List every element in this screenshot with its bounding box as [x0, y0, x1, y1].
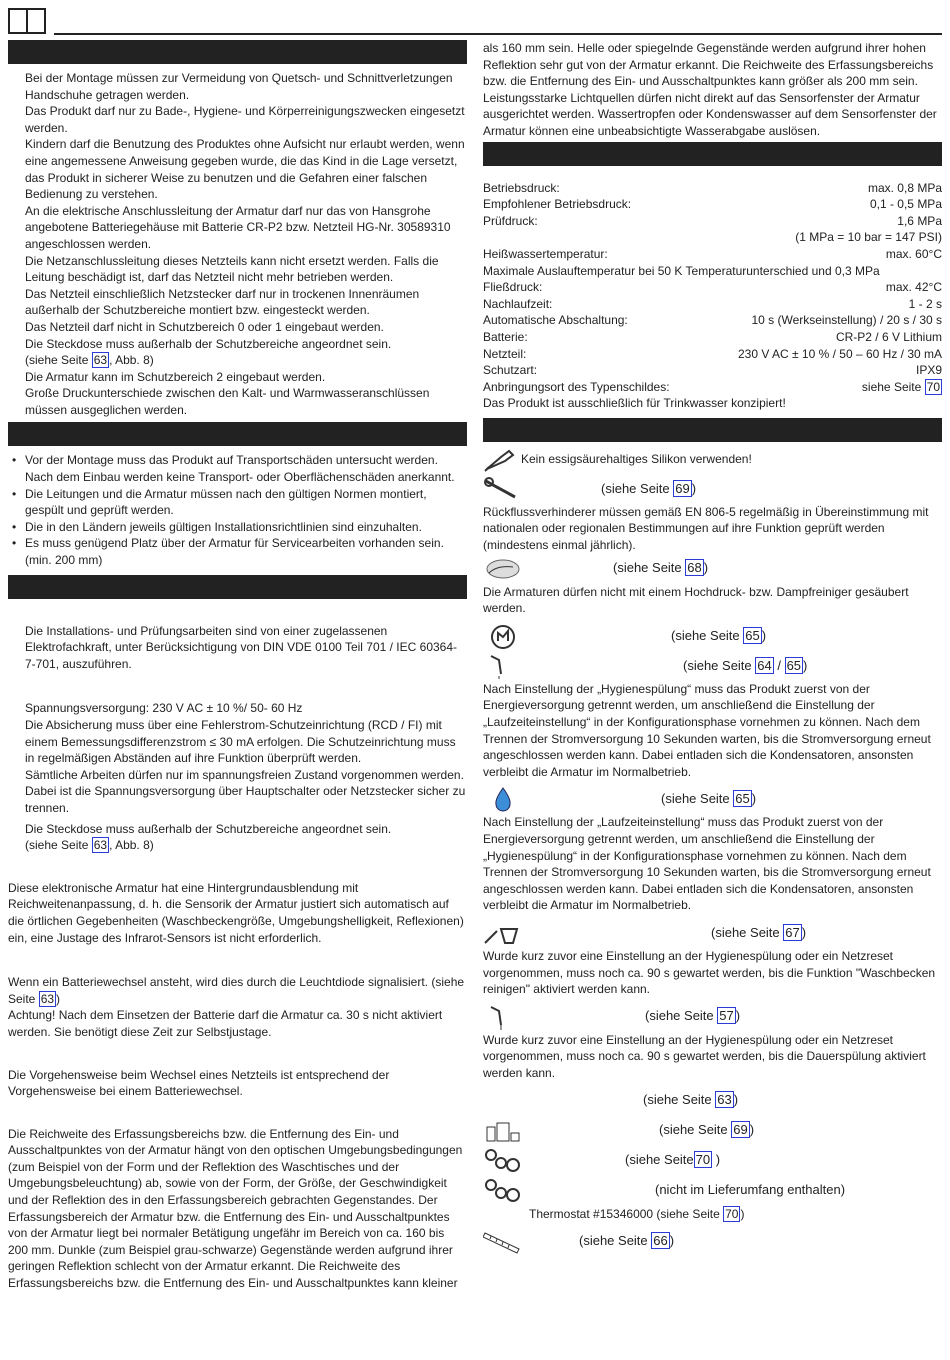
spec-row — [483, 180, 942, 197]
ref-suffix: , Abb. 8) — [109, 353, 154, 368]
range-text: Die Reichweite des Erfassungsbereichs bzw. die Entfernung des Ein- und Ausschaltpunktes von der Armatur hängt von den optischen Umgebungsbedingungen (zum Beispiel von der Form und der Reflektion des Waschtisches und der Umgebungsbeleuchtung) ab, sowie von der Form, der Größe, der Geschwindigkeit und der Reflektion des in den Erfassungsbereich gebrachten Gegenstandes. Der Erfassungsbereich der Armatur bzw. die Entfernung des Ein- und Ausschaltpunktes von der Armatur liegt bei normaler Betätigung ungefähr im Bereich von ca. 160 bis 200 mm. Dunkle (zum Beispiel grau-schwarze) Gegenstände werden aufgrund ihrer geringen Reflektion schlecht von der Armatur erkannt. Die Reichweite des Erfassungsbereichs bzw. die Entfernung des Ein- und Ausschaltpunktes kann kleiner — [8, 1126, 463, 1291]
symbol-runtime — [483, 784, 942, 814]
silicon-note: Kein essigsäurehaltiges Silikon verwenden! — [521, 451, 752, 466]
ref-suffix: ) — [56, 991, 61, 1006]
faucet-icon — [483, 1003, 521, 1031]
safety-section — [8, 70, 467, 418]
ref-suffix: ) — [733, 1092, 739, 1108]
page-ref-link[interactable]: 70 — [695, 1152, 711, 1168]
header-rule — [54, 33, 942, 35]
page-ref-link[interactable]: 66 — [653, 1232, 668, 1248]
safety-text: Kindern darf die Benutzung des Produktes ohne Aufsicht nur erlaubt werden, wenn eine angemessene Anweisung gegeben wurde, die das Kind in die Lage versetzt, das Produkt in sicherer Weise zu benutzen und die Gefahren einer falschen Bedienung zu verstehen. — [25, 137, 465, 202]
spec-row — [483, 329, 942, 346]
battery-warning: Achtung! Nach dem Einsetzen der Batterie darf die Armatur ca. 30 s nicht aktiviert werden. Sie benötigt diese Zeit zur Selbstjustage. — [8, 1008, 443, 1039]
spec-value: IPX9 — [915, 363, 942, 378]
section-bar-electrical — [8, 575, 467, 599]
right-column — [483, 40, 942, 1256]
safety-text: Die Armatur kann im Schutzbereich 2 eingebaut werden. — [25, 369, 326, 384]
ref-suffix: ) — [803, 657, 808, 673]
ref-prefix: (siehe Seite — [601, 480, 674, 496]
section-bar-safety — [8, 40, 467, 64]
ref-suffix: ) — [669, 1232, 675, 1248]
page-ref-link[interactable]: 65 — [735, 791, 750, 807]
spec-key: Netzteil: — [483, 346, 527, 361]
range-text-continued: als 160 mm sein. Helle oder spiegelnde Gegenstände werden aufgrund ihrer hohen Reflektion sehr gut von der Armatur erkannt. Die Reichweite des Erfassungsbereichs bzw. die Entfernung des Ein- und Ausschaltpunktes kann größer als 200 mm sein. Leistungsstarke Lichtquellen dürfen nicht direkt auf das Sensorfenster der Armatur ausgerichtet werden. Wassertropfen oder Kondenswasser auf dem Sensorfenster der Armatur können eine unbeabsichtigte Wasserabgabe auslösen. — [483, 41, 937, 138]
spec-key: Maximale Auslauftemperatur bei 50 K Temperaturunterschied und 0,3 MPa — [483, 263, 880, 278]
section-bar-symbols — [483, 418, 942, 442]
page-ref-link[interactable]: 63 — [93, 838, 108, 853]
page-ref-link[interactable]: 67 — [785, 924, 800, 940]
typeplate-row — [483, 379, 942, 396]
safety-text: Bei der Montage müssen zur Vermeidung von Quetsch- und Schnittverletzungen Handschuhe getragen werden. — [25, 71, 453, 102]
symbol-continuous — [483, 1002, 942, 1032]
page-ref-link[interactable]: 68 — [687, 560, 702, 576]
page-ref-link[interactable]: 63 — [93, 353, 108, 368]
hygiene-note: Nach Einstellung der „Hygienespülung“ muss das Produkt zuerst von der Energieversorgung getrennt werden, um anschließend die Einstellung der „Laufzeiteinstellung“ in der Konfigurationsphase vornehmen zu können. Nach dem Trennen der Stromversorgung 10 Sekunden warten, bis die Stromversorgung erneut angeschlossen werden kann. Dabei entladen sich die Kondensatoren, ansonsten verbleibt die Armatur im Normalbetrieb. — [483, 681, 931, 779]
spec-value: 1,6 MPa — [897, 213, 942, 228]
ref-suffix: ) — [691, 480, 697, 496]
electrical-text: Die Steckdose muss außerhalb der Schutzbereiche angeordnet sein. — [25, 821, 392, 836]
basin-cleaning-icon — [483, 919, 521, 947]
thermostat-text: Thermostat #15346000 (siehe Seite — [529, 1206, 724, 1221]
ref-prefix: (siehe Seite — [643, 1092, 716, 1108]
spec-key: Betriebsdruck: — [483, 180, 560, 195]
wrench-icon — [483, 475, 521, 503]
spec-value: siehe Seite — [861, 379, 925, 394]
safety-ref-line — [25, 352, 467, 369]
page-ref-link[interactable]: 63 — [717, 1092, 732, 1108]
page-ref-link[interactable]: 70 — [926, 379, 940, 394]
spec-key: Batterie: — [483, 329, 528, 344]
battery-pack-icon — [483, 1117, 521, 1145]
section-bar-technical — [483, 142, 942, 166]
ref-suffix: ) — [801, 924, 807, 940]
ref-prefix: (siehe Seite — [659, 1122, 732, 1138]
spec-key: Fließdruck: — [483, 280, 543, 295]
symbol-wash-basin — [483, 918, 942, 948]
page-ref-link[interactable]: 69 — [675, 480, 690, 496]
ref-prefix: (siehe Seite — [683, 657, 756, 673]
symbol-filters — [483, 1146, 942, 1176]
spec-value: 1 - 2 s — [908, 296, 942, 311]
page-ref-link[interactable]: 64 — [757, 657, 772, 673]
safety-text: Das Netzteil darf nicht in Schutzbereich 0 oder 1 eingebaut werden. — [25, 319, 384, 334]
silicon-gun-icon — [483, 445, 521, 473]
ref-suffix: ) — [751, 791, 757, 807]
wash-basin-note: Wurde kurz zuvor eine Einstellung an der Hygienespülung oder ein Netzreset vorgenommen, muss noch ca. 90 s gewartet werden, bis die Funktion "Waschbecken reinigen" aktiviert werden kann. — [483, 948, 936, 997]
spec-key: Prüfdruck: — [483, 213, 538, 228]
ref-prefix: (siehe Seite — [625, 1152, 694, 1168]
runtime-note: Nach Einstellung der „Laufzeiteinstellung“ muss das Produkt zuerst von der Energieversorgung getrennt werden, um anschließend die Einstellung der „Hygienespülung“ in der Konfigurationsphase vornehmen zu können. Nach dem Trennen der Stromversorgung 10 Sekunden warten, bis die Stromversorgung erneut angeschlossen werden kann. Dabei entladen sich die Kondensatoren, ansonsten verbleibt die Armatur im Normalbetrieb. — [483, 815, 931, 913]
page-ref-link[interactable]: 70 — [725, 1206, 739, 1221]
electrical-ref-line — [25, 837, 467, 854]
drinking-water-note: Das Produkt ist ausschließlich für Trinkwasser konzipiert! — [483, 396, 786, 411]
symbol-thermostat — [483, 1176, 942, 1206]
ref-prefix: (siehe Seite — [671, 627, 744, 643]
filter-parts-icon — [483, 1147, 521, 1175]
mounting-section — [8, 452, 467, 568]
mounting-bullet: • Die Leitungen und die Armatur müssen nach den gültigen Normen montiert, gespült und geprüft werden. — [8, 486, 467, 519]
spec-value: 230 V AC ± 10 % / 50 – 60 Hz / 30 mA — [737, 346, 942, 361]
symbol-ruler — [483, 1226, 942, 1256]
specs-table — [483, 180, 942, 379]
safety-text: Das Netzteil einschließlich Netzstecker darf nur in trockenen Innenräumen außerhalb der Schutzbereiche montiert bzw. eingesteckt werden. — [25, 286, 420, 318]
spec-key: Empfohlener Betriebsdruck: — [483, 197, 632, 212]
safety-text: Die Netzanschlussleitung dieses Netzteils kann nicht ersetzt werden. Falls die Leitung beschädigt ist, darf das Netzteil nicht mehr betrieben werden. — [25, 253, 439, 285]
ref-prefix: (siehe Seite — [613, 560, 686, 576]
spec-row — [483, 196, 942, 213]
backflow-note: Rückflussverhinderer müssen gemäß EN 806-5 regelmäßig in Übereinstimmung mit nationalen oder regionalen Bestimmungen auf ihre Funktion geprüft werden (mindestens einmal jährlich). — [483, 504, 929, 553]
spec-value: CR-P2 / 6 V Lithium — [835, 329, 942, 344]
symbol-ref63 — [483, 1086, 942, 1116]
background-suppression-text: Diese elektronische Armatur hat eine Hintergrundausblendung mit Reichweitenanpassung, d. h. die Sensorik der Armatur justiert sich automatisch auf die örtlichen Gegebenheiten (Waschbeckengröße, Umgebungshelligkeit, Reflexionen) ein, eine Justage des Infrarot-Sensors ist nicht erforderlich. — [8, 880, 464, 945]
ref-suffix: ) — [703, 560, 709, 576]
spec-row — [483, 362, 942, 379]
spec-row — [483, 213, 942, 230]
ruler-icon — [483, 1227, 521, 1255]
hygiene-flush-icon — [483, 622, 521, 650]
electrical-text: Sämtliche Arbeiten dürfen nur im spannungsfreien Zustand vorgenommen werden. Dabei ist die Spannungsversorgung über Hauptschalter oder Netzstecker sicher zu trennen. — [25, 767, 466, 815]
faucet-icon — [483, 652, 521, 680]
spec-row — [483, 296, 942, 313]
spec-key: Automatische Abschaltung: — [483, 313, 628, 328]
ref-suffix: ) — [712, 1152, 721, 1168]
spec-value: (1 MPa = 10 bar = 147 PSI) — [795, 230, 942, 245]
mounting-bullet: • Es muss genügend Platz über der Armatur für Servicearbeiten vorhanden sein. (min. 200 mm) — [8, 535, 467, 568]
electrical-text: Die Installations- und Prüfungsarbeiten sind von einer zugelassenen Elektrofachkraft, unter Berücksichtigung von DIN VDE 0100 Teil 701 / IEC 60364-7-701, auszuführen. — [25, 623, 458, 671]
spec-row — [483, 312, 942, 329]
page-ref-link[interactable]: 63 — [40, 991, 55, 1006]
spec-key: Nachlaufzeit: — [483, 296, 553, 311]
cleaning-note: Die Armaturen dürfen nicht mit einem Hochdruck- bzw. Dampfreiniger gesäubert werden. — [483, 584, 909, 616]
ref-prefix: (siehe Seite — [25, 353, 92, 368]
spec-row — [483, 279, 942, 296]
electrical-text: Spannungsversorgung: 230 V AC ± 10 %/ 50- 60 Hz — [25, 701, 303, 716]
spec-row — [483, 263, 942, 280]
ref-suffix: , Abb. 8) — [109, 838, 154, 853]
spec-row — [483, 346, 942, 363]
ref-prefix: (siehe Seite — [711, 924, 784, 940]
ref-suffix: ) — [749, 1122, 755, 1138]
ref-prefix: (siehe Seite — [579, 1232, 652, 1248]
symbol-cleaning — [483, 554, 942, 584]
ref-suffix: ) — [761, 627, 767, 643]
ref-prefix: (siehe Seite — [25, 838, 92, 853]
electrical-section — [8, 623, 467, 854]
spec-value: 10 s (Werkseinstellung) / 20 s / 30 s — [751, 313, 942, 328]
mounting-bullet: • Vor der Montage muss das Produkt auf Transportschäden untersucht werden. Nach dem Einbau werden keine Transport- oder Oberflächenschäden anerkannt. — [8, 452, 467, 485]
page-ref-link[interactable]: 69 — [733, 1122, 748, 1138]
symbol-battery — [483, 1116, 942, 1146]
electrical-text: Die Absicherung muss über eine Fehlerstrom-Schutzeinrichtung (RCD / FI) mit einem Bemessungsdifferenzstrom ≤ 30 mA erfolgen. Die Schutzeinrichtung muss in regelmäßigen Abständen auf ihre Funktion überprüft werden. — [25, 718, 456, 766]
ref-suffix: ) — [735, 1008, 741, 1024]
safety-text: An die elektrische Anschlussleitung der Armatur darf nur das von Hansgrohe angebotene Batteriegehäuse mit Batterie CR-P2 bzw. Netzteil HG-Nr. 30589310 angeschlossen werden. — [25, 203, 451, 251]
thermostat-line — [483, 1206, 942, 1223]
safety-text: Die Steckdose muss außerhalb der Schutzbereiche angeordnet sein. — [25, 336, 392, 351]
mounting-bullet: • Die in den Ländern jeweils gültigen Installationsrichtlinien sind einzuhalten. — [8, 519, 467, 536]
spec-key: Anbringungsort des Typenschildes: — [483, 379, 670, 394]
not-included-note: (nicht im Lieferumfang enthalten) — [655, 1182, 846, 1198]
spec-row — [483, 229, 942, 246]
ref-prefix: (siehe Seite — [645, 1008, 718, 1024]
symbol-faucet — [483, 651, 942, 681]
hand-cloth-icon — [483, 555, 521, 583]
symbol-silicon — [483, 444, 942, 474]
ref-separator: / — [773, 657, 785, 673]
spec-value: max. 0,8 MPa — [867, 180, 942, 195]
battery-text — [8, 974, 467, 1007]
symbol-wrench — [483, 474, 942, 504]
continuous-flush-note: Wurde kurz zuvor eine Einstellung an der Hygienespülung oder ein Netzreset vorgenommen, muss noch ca. 90 s gewartet werden, bis die Dauerspülung aktiviert werden kann. — [483, 1032, 926, 1080]
filter-parts-icon — [483, 1177, 521, 1205]
ref-suffix: ) — [740, 1206, 745, 1221]
page-ref-link[interactable]: 65 — [786, 657, 802, 673]
spec-value: max. 60°C — [885, 246, 942, 261]
left-column — [8, 40, 467, 1292]
safety-text: Das Produkt darf nur zu Bade-, Hygiene- und Körperreinigungszwecken eingesetzt werden. — [25, 104, 465, 135]
spec-key: Heißwassertemperatur: — [483, 246, 608, 261]
book-icon — [8, 8, 46, 34]
symbol-hygiene — [483, 621, 942, 651]
page-ref-link[interactable]: 65 — [745, 627, 760, 643]
power-supply-text: Die Vorgehensweise beim Wechsel eines Netzteils ist entsprechend der Vorgehensweise bei einem Batteriewechsel. — [8, 1067, 390, 1099]
ref-prefix: (siehe Seite — [661, 791, 734, 807]
spec-row — [483, 246, 942, 263]
safety-text: Große Druckunterschiede zwischen den Kalt- und Warmwasseranschlüssen müssen ausgeglichen werden. — [25, 386, 430, 417]
spec-value: 0,1 - 0,5 MPa — [869, 197, 942, 212]
water-drop-icon — [483, 785, 521, 813]
spec-key: Schutzart: — [483, 363, 538, 378]
spec-value: max. 42°C — [885, 280, 942, 295]
page-ref-link[interactable]: 57 — [719, 1008, 734, 1024]
battery-line: Wenn ein Batteriewechsel ansteht, wird dies durch die Leuchtdiode signalisiert. (siehe Seite — [8, 975, 465, 1006]
section-bar-mounting — [8, 422, 467, 446]
